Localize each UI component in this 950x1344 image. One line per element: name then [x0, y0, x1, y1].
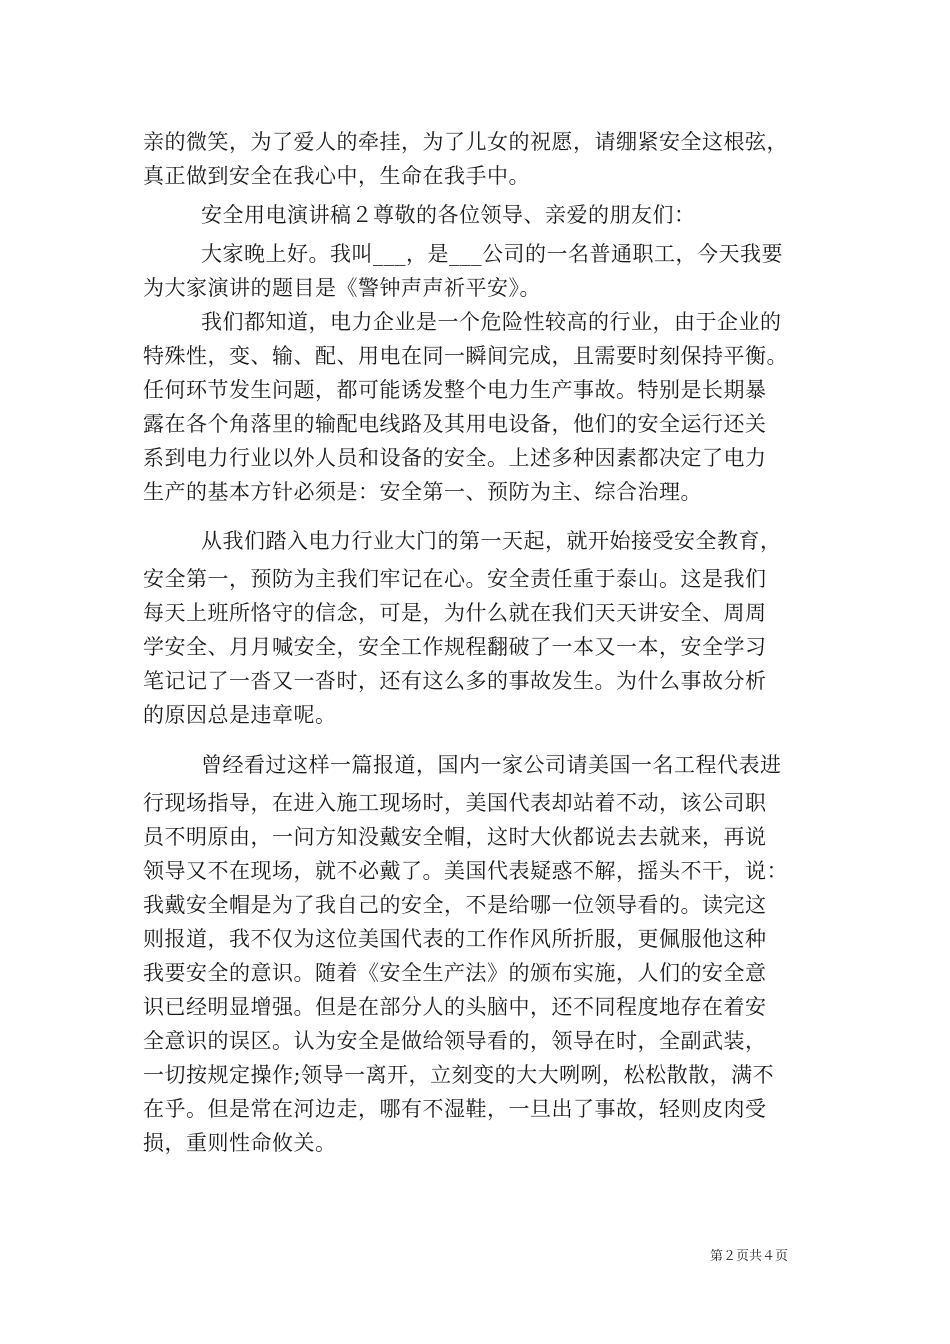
- body-line: 系到电力行业以外人员和设备的安全。上述多种因素都决定了电力: [143, 446, 767, 470]
- body-line: 从我们踏入电力行业大门的第一天起，就开始接受安全教育，: [201, 529, 782, 553]
- body-line: 领导又不在现场，就不必戴了。美国代表疑惑不解，摇头不干，说：: [143, 859, 788, 883]
- body-line: 则报道，我不仅为这位美国代表的工作作风所折服，更佩服他这种: [143, 927, 767, 951]
- body-line: 识已经明显增强。但是在部分人的头脑中，还不同程度地存在着安: [143, 995, 767, 1019]
- body-line: 任何环节发生问题，都可能诱发整个电力生产事故。特别是长期暴: [143, 378, 767, 402]
- body-line: 员不明原由，一问方知没戴安全帽，这时大伙都说去去就来，再说: [143, 825, 767, 849]
- body-line: 为大家演讲的题目是《警钟声声祈平安》。: [143, 276, 541, 300]
- body-line: 露在各个角落里的输配电线路及其用电设备，他们的安全运行还关: [143, 412, 767, 436]
- body-line: 大家晚上好。我叫___，是___公司的一名普通职工，今天我要: [201, 242, 783, 266]
- body-line: 生产的基本方针必须是：安全第一、预防为主、综合治理。: [143, 480, 702, 504]
- body-line: 的原因总是违章呢。: [143, 703, 337, 727]
- body-line: 一切按规定操作;领导一离开，立刻变的大大咧咧，松松散散，满不: [143, 1063, 775, 1087]
- body-line: 笔记记了一沓又一沓时，还有这么多的事故发生。为什么事故分析: [143, 669, 767, 693]
- body-line: 每天上班所恪守的信念，可是，为什么就在我们天天讲安全、周周: [143, 601, 767, 625]
- body-line: 在乎。但是常在河边走，哪有不湿鞋，一旦出了事故，轻则皮肉受: [143, 1097, 767, 1121]
- page-number-footer: 第２页共４页: [710, 1249, 789, 1264]
- body-line: 安全用电演讲稿２尊敬的各位领导、亲爱的朋友们：: [201, 203, 696, 227]
- body-line: 我要安全的意识。随着《安全生产法》的颁布实施，人们的安全意: [143, 961, 767, 985]
- body-line: 特殊性，变、输、配、用电在同一瞬间完成，且需要时刻保持平衡。: [143, 344, 788, 368]
- body-line: 行现场指导，在进入施工现场时，美国代表却站着不动，该公司职: [143, 791, 767, 815]
- body-line: 学安全、月月喊安全，安全工作规程翻破了一本又一本，安全学习: [143, 635, 767, 659]
- body-line: 我们都知道，电力企业是一个危险性较高的行业，由于企业的: [201, 310, 782, 334]
- body-line: 损，重则性命攸关。: [143, 1131, 337, 1155]
- body-line: 我戴安全帽是为了我自己的安全，不是给哪一位领导看的。读完这: [143, 893, 767, 917]
- body-line: 真正做到安全在我心中，生命在我手中。: [143, 164, 530, 188]
- body-line: 全意识的误区。认为安全是做给领导看的，领导在时，全副武装，: [143, 1029, 767, 1053]
- body-line: 安全第一，预防为主我们牢记在心。安全责任重于泰山。这是我们: [143, 567, 767, 591]
- body-line: 曾经看过这样一篇报道，国内一家公司请美国一名工程代表进: [201, 753, 782, 777]
- body-line: 亲的微笑，为了爱人的牵挂，为了儿女的祝愿，请绷紧安全这根弦，: [143, 130, 788, 154]
